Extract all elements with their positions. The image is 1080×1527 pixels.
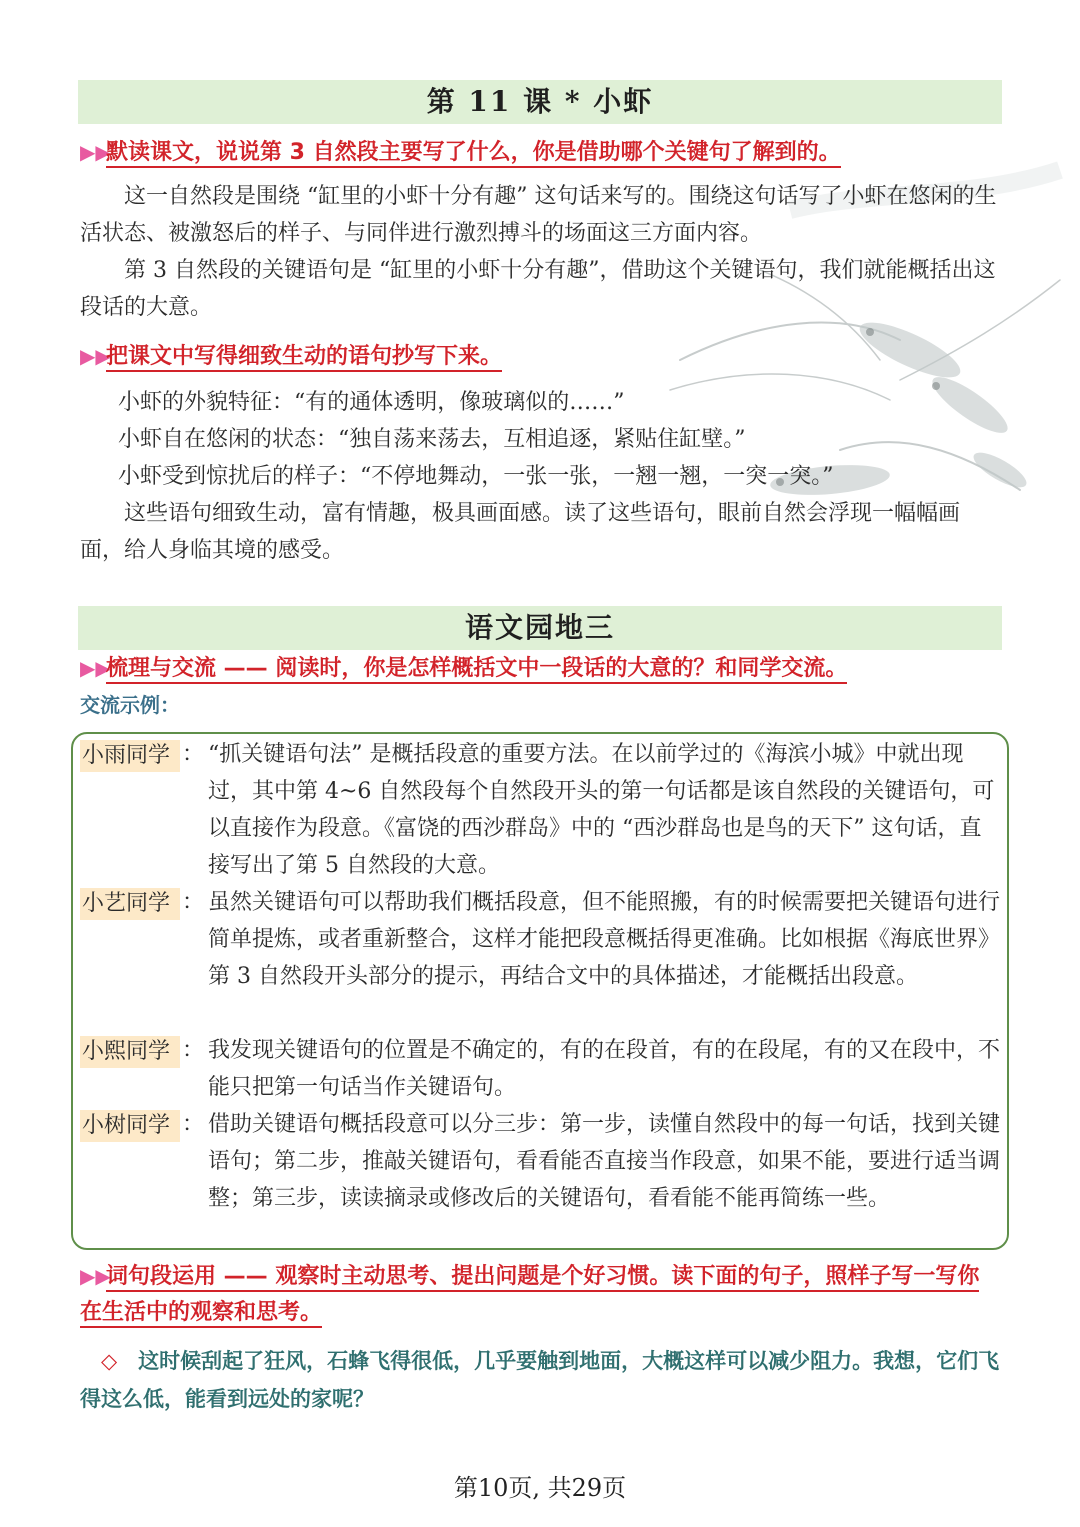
student-name: 小雨同学 [80, 740, 180, 772]
student-comment: 虽然关键语句可以帮助我们概括段意，但不能照搬，有的时候需要把关键语句进行简单提炼，或者重新整合，这样才能把段意概括得更准确。比如根据《海底世界》第 3 自然段开头部分的提示，再结合文中的具体描述，才能概括出段意。 [208, 890, 1001, 989]
example-sentence [80, 1342, 1002, 1418]
student-comment: 我发现关键语句的位置是不确定的，有的在段首，有的在段尾，有的又在段中，不能只把第一句话当作关键语句。 [208, 1038, 1001, 1100]
student-name: 小树同学 [80, 1110, 180, 1142]
question-text: 把课文中写得细致生动的语句抄写下来。 [106, 344, 502, 372]
student-name: 小艺同学 [80, 888, 180, 920]
lesson-title: 第 11 课 * 小虾 [78, 80, 1002, 124]
question-text: 梳理与交流 —— 阅读时，你是怎样概括文中一段话的大意的？和同学交流。 [106, 656, 847, 684]
quote-line: 小虾受到惊扰后的样子：“不停地舞动，一张一张，一翘一翘，一突一突。” [118, 464, 834, 489]
question-3 [80, 650, 1000, 687]
document-page: 第 11 课 * 小虾 ▶▶默读课文，说说第 3 自然段主要写了什么，你是借助哪个关键句了解到的。 这一自然段是围绕 “缸里的小虾十分有趣” 这句话来写的。围绕这句话写了小虾在悠闲的生活状态、被激怒后的样子、与同伴进行激烈搏斗的场面这三方面内容。 第 3 自然段的关键语句是 “缸里的小虾十分有趣”，借助这个关键语句，我们就能概括出这段话的大意。 ▶▶把课文中写得细致生动的语句抄写下来。 小虾的外貌特征：“有的通体透明，像玻璃似的……” 小虾自在悠闲的状态：“独自荡来荡去，互相追逐，紧贴住缸壁。” 小虾受到惊扰后的样子：“不停地舞动，一张一张，一翘一翘，一突一突。” 这些语句细致生动，富有情趣，极具画面感。读了这些语句，眼前自然会浮现一幅幅画面，给人身临其境的感受。 语文园地三 ▶▶梳理与交流 —— 阅读时，你是怎样概括文中一段话的大意的？和同学交流。 交流示例： 小雨同学 ： “抓关键语句法” 是概括段意的重要方法。在以前学过的《海滨小城》中就出现过，其中第 4~6 自然段每个自然段开头的第一句话都是该自然段的关键语句，可以直接作为段意。《富饶的西沙群岛》中的 “西沙群岛也是鸟的天下” 这句话，直接写出了第 5 自然段的大意。 小艺同学 ： 虽然关键语句可以帮助我们概括段意，但不能照搬，有的时候需要把关键语句进行简单提炼，或者重新整合，这样才能把段意概括得更准确。比如根据《海底世界》第 3 自然段开头部分的提示，再结合文中的具体描述，才能概括出段意。 小熙同学 ： 我发现关键语句的位置是不确定的，有的在段首，有的在段尾，有的又在段中，不能只把第一句话当作关键语句。 小树同学 ： 借助关键语句概括段意可以分三步：第一步，读懂自然段中的每一句话，找到关键语句；第二步，推敲关键语句，看看能否直接当作段意，如果不能，要进行适当调整；第三步，读读摘录或修改后的关键语句，看看能不能再简练一些。 ▶▶词句段运用 —— 观察时主动思考、提出问题是个好习惯。读下面的句子，照样子写一写你在生活中的观察和思考。 ◇ 这时候刮起了狂风，石蜂飞得很低，几乎要触到地面，大概这样可以减少阻力。我想，它们飞得这么低，能看到远处的家呢？ 第10页, 共29页 [0, 0, 1080, 1527]
answer-2 [80, 384, 1002, 569]
student-comment: 借助关键语句概括段意可以分三步：第一步，读懂自然段中的每一句话，找到关键语句；第二步，推敲关键语句，看看能否直接当作段意，如果不能，要进行适当调整；第三步，读读摘录或修改后的关键语句，看看能不能再简练一些。 [208, 1112, 1001, 1211]
question-text: 默读课文，说说第 3 自然段主要写了什么，你是借助哪个关键句了解到的。 [106, 140, 841, 168]
diamond-icon: ◇ [80, 1349, 139, 1373]
answer-paragraph: 这一自然段是围绕 “缸里的小虾十分有趣” 这句话来写的。围绕这句话写了小虾在悠闲的生活状态、被激怒后的样子、与同伴进行激烈搏斗的场面这三方面内容。 [80, 184, 997, 246]
page-number: 第10页, 共29页 [453, 1474, 627, 1502]
quote-line: 小虾的外貌特征：“有的通体透明，像玻璃似的……” [118, 390, 625, 415]
section-title: 语文园地三 [78, 606, 1002, 650]
example-label: 交流示例： [80, 693, 180, 717]
answer-paragraph: 第 3 自然段的关键语句是 “缸里的小虾十分有趣”，借助这个关键语句，我们就能概括出这段话的大意。 [80, 258, 996, 320]
answer-1 [80, 178, 1002, 326]
sentence-text: 这时候刮起了狂风，石蜂飞得很低，几乎要触到地面，大概这样可以减少阻力。我想，它们飞得这么低，能看到远处的家呢？ [80, 1349, 1000, 1411]
arrow-icon: ▶▶ [80, 140, 111, 164]
question-4 [80, 1258, 1000, 1331]
question-text: 词句段运用 —— 观察时主动思考、提出问题是个好习惯。读下面的句子，照样子写一写你在生活中的观察和思考。 [80, 1264, 979, 1328]
arrow-icon: ▶▶ [80, 1264, 111, 1288]
answer-paragraph: 这些语句细致生动，富有情趣，极具画面感。读了这些语句，眼前自然会浮现一幅幅画面，给人身临其境的感受。 [80, 501, 961, 563]
quote-line: 小虾自在悠闲的状态：“独自荡来荡去，互相追逐，紧贴住缸壁。” [118, 427, 746, 452]
student-name: 小熙同学 [80, 1036, 180, 1068]
arrow-icon: ▶▶ [80, 344, 111, 368]
question-1 [80, 134, 1000, 171]
arrow-icon: ▶▶ [80, 656, 111, 680]
question-2 [80, 338, 1000, 375]
student-comment: “抓关键语句法” 是概括段意的重要方法。在以前学过的《海滨小城》中就出现过，其中第 4~6 自然段每个自然段开头的第一句话都是该自然段的关键语句，可以直接作为段意。《富饶的西沙群岛》中的 “西沙群岛也是鸟的天下” 这句话，直接写出了第 5 自然段的大意。 [208, 742, 995, 878]
